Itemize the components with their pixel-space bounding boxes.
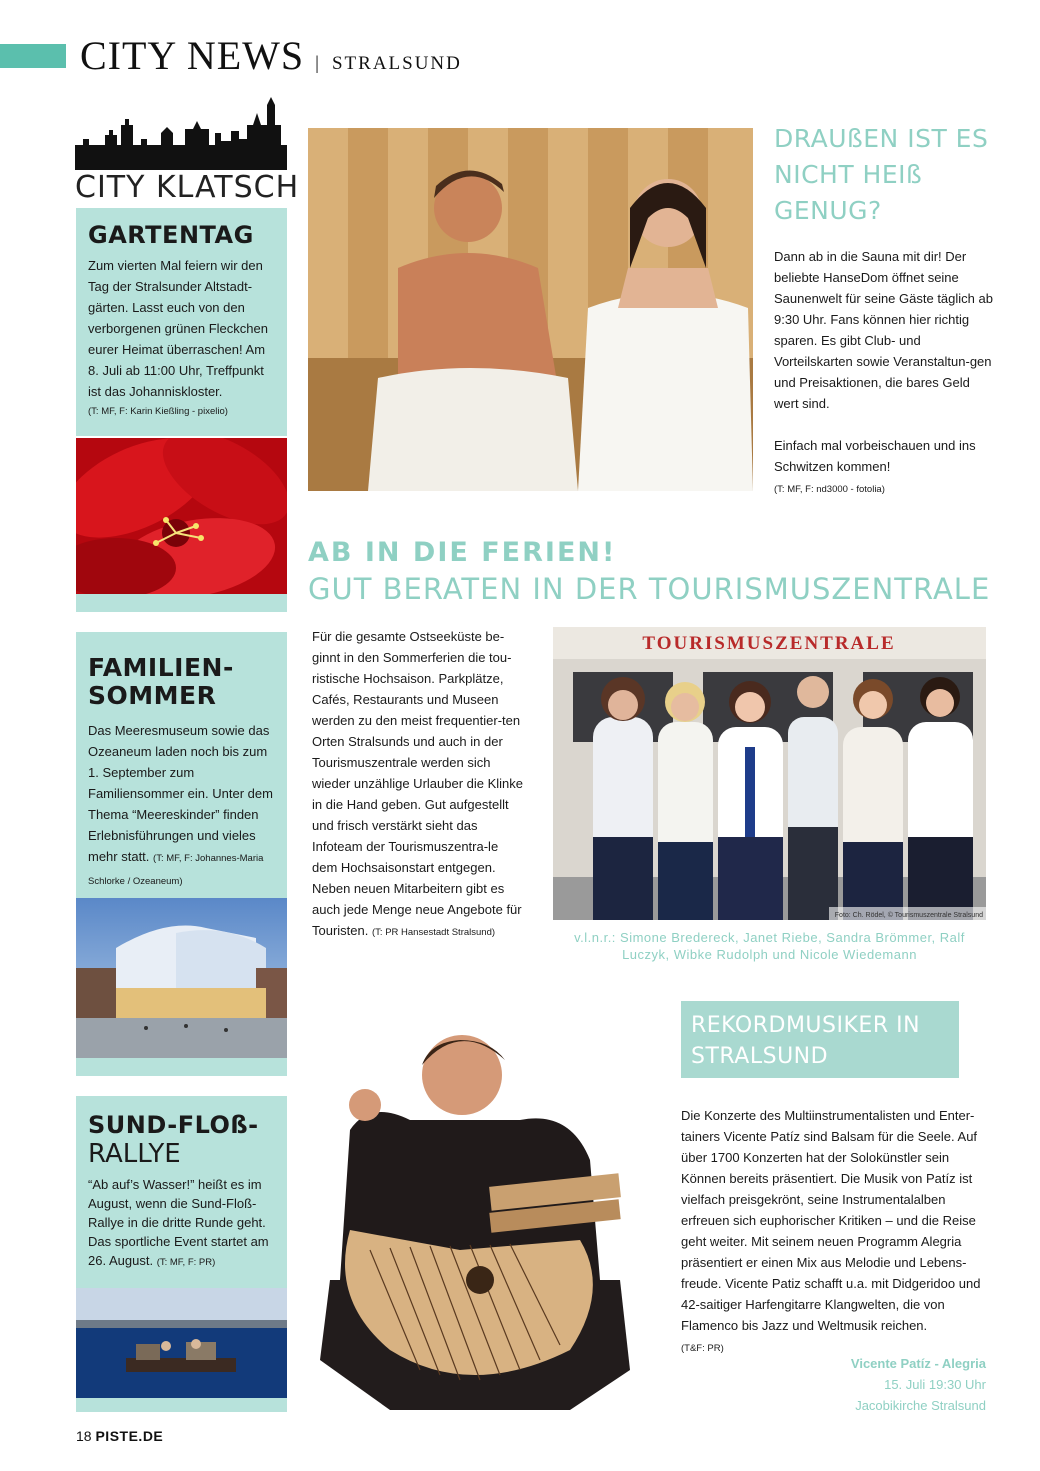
rallye-heading-bold: SUND-FLOß- bbox=[88, 1111, 259, 1139]
header-accent-bar bbox=[0, 44, 66, 68]
ozeaneum-photo bbox=[76, 898, 287, 1058]
tourismuszentrale-sign: TOURISMUSZENTRALE bbox=[642, 633, 896, 654]
rallye-text: “Ab auf’s Wasser!” heißt es im August, wenn die Sund-Floß-Rallye in die dritte Runde geht. Das sportliche Event startet am 26. August. bbox=[88, 1177, 269, 1268]
raft-photo-strip bbox=[76, 1398, 287, 1412]
musician-photo bbox=[310, 1020, 650, 1420]
gartentag-text: Zum vierten Mal feiern wir den Tag der Stralsunder Altstadt-gärten. Lasst euch von den verborgenen grünen Fleckchen eurer Heimat überraschen! Am 8. Juli ab 11:00 Uhr, Treffpunkt ist das Johanniskloster. bbox=[88, 258, 268, 399]
rallye-credit: (T: MF, F: PR) bbox=[156, 1257, 216, 1268]
event-venue: Jacobikirche Stralsund bbox=[855, 1398, 986, 1413]
rekord-body bbox=[681, 1105, 989, 1359]
sauna-photo bbox=[308, 128, 753, 491]
page-footer bbox=[76, 1428, 163, 1444]
footer-brand: PISTE.DE bbox=[95, 1428, 164, 1444]
ferien-credit: (T: PR Hansestadt Stralsund) bbox=[372, 927, 496, 938]
rekord-credit: (T&F: PR) bbox=[681, 1343, 724, 1354]
tourismuszentrale-photo bbox=[553, 627, 986, 920]
sauna-heading-line3: GENUG? bbox=[774, 196, 882, 225]
rekord-text: Die Konzerte des Multiinstrumentalisten und Enter-tainers Vicente Patíz sind Balsam für die Seele. Auf über 1700 Konzerten hat der Solokünstler sein Können bereits präsentiert. Die Musik von Patíz ist vielfach preisgekrönt, seine Instrumentalalben erfreuen sich euphorischer Kritiken – und die Reise geht weiter. Mit seinem neuen Programm Alegria präsentiert er einen Mix aus Melodie und Lebens-freude. Vicente Patiz schafft u.a. mit Didgeridoo und 42-saitiger Harfengitarre Klangwelten, die von Flamenco bis Jazz und Weltmusik reichen. bbox=[681, 1108, 981, 1333]
caption-line-2: Luczyk, Wibke Rudolph und Nicole Wiedemann bbox=[622, 947, 917, 962]
familiensommer-box bbox=[76, 632, 287, 898]
sauna-body bbox=[774, 246, 994, 500]
rekord-event bbox=[851, 1353, 986, 1416]
familiensommer-text: Das Meeresmuseum sowie das Ozeaneum laden noch bis zum 1. September zum Familiensommer ein. Unter dem Thema “Meereskinder” finden Erlebnisführungen und vieles mehr statt. bbox=[88, 723, 273, 864]
sauna-paragraph-2: Einfach mal vorbeischauen und ins Schwitzen kommen! bbox=[774, 438, 976, 474]
rallye-box bbox=[76, 1096, 287, 1288]
page-number: 18 bbox=[76, 1428, 92, 1444]
sauna-heading bbox=[774, 121, 1014, 229]
section-title-city-klatsch: CITY KLATSCH bbox=[75, 170, 300, 205]
ozeaneum-photo-strip bbox=[76, 1058, 287, 1076]
familiensommer-credit: (T: MF, F: Johannes-Maria Schlorke / Ozeaneum) bbox=[88, 853, 264, 887]
tourismuszentrale-caption bbox=[553, 929, 986, 963]
rekord-heading-line2: STRALSUND bbox=[691, 1044, 829, 1069]
ferien-heading bbox=[308, 536, 990, 608]
rekord-heading-box bbox=[681, 1001, 959, 1078]
gartentag-box bbox=[76, 208, 287, 436]
amaryllis-photo-strip bbox=[76, 594, 287, 612]
event-title: Vicente Patíz - Alegria bbox=[850, 1356, 986, 1371]
tourismuszentrale-photo-credit: Foto: Ch. Rödel, © Tourismuszentrale Stralsund bbox=[834, 912, 983, 919]
event-date: 15. Juli 19:30 Uhr bbox=[884, 1377, 986, 1392]
sauna-credit: (T: MF, F: nd3000 - fotolia) bbox=[774, 484, 885, 495]
sauna-paragraph-1: Dann ab in die Sauna mit dir! Der beliebte HanseDom öffnet seine Saunenwelt für seine Gäste täglich ab 9:30 Uhr. Fans können hier richtig sparen. Es gibt Club- und Vorteilskarten sowie Veranstaltun-gen und Preisaktionen, die bares Geld wert sind. bbox=[774, 249, 993, 411]
ferien-heading-bold: AB IN DIE FERIEN! bbox=[308, 537, 617, 568]
ferien-text: Für die gesamte Ostseeküste be-ginnt in den Sommerferien die tou-ristische Hochsaison. Parkplätze, Cafés, Restaurants und Museen werden zu den meist frequentier-ten Orten Stralsunds und auch in der Tourismuszentrale werden sich wieder unzählige Urlauber die Klinke in die Hand geben. Gut aufgestellt und frisch verstärkt sieht das Infoteam der Tourismuszentra-le dem Hochsaisonstart entgegen. Neben neuen Mitarbeitern gibt es auch jede Menge neue Angebote für Touristen. bbox=[312, 629, 524, 938]
rekord-heading-line1: REKORDMUSIKER IN bbox=[691, 1013, 921, 1038]
caption-line-1: v.l.n.r.: Simone Bredereck, Janet Riebe, Sandra Brömmer, Ralf bbox=[574, 930, 965, 945]
page-header bbox=[80, 32, 462, 79]
header-separator: | bbox=[315, 53, 321, 74]
header-subtitle: STRALSUND bbox=[331, 53, 462, 74]
ferien-heading-light: GUT BERATEN IN DER TOURISMUSZENTRALE bbox=[308, 572, 991, 606]
gartentag-heading: GARTENTAG bbox=[88, 221, 254, 249]
familiensommer-heading-line1: FAMILIEN- bbox=[88, 653, 234, 682]
sauna-heading-line2: NICHT HEIß bbox=[774, 160, 923, 189]
ferien-body bbox=[312, 626, 524, 943]
raft-photo bbox=[76, 1288, 287, 1398]
familiensommer-heading-line2: SOMMER bbox=[88, 681, 217, 710]
gartentag-credit: (T: MF, F: Karin Kießling - pixelio) bbox=[88, 406, 228, 417]
city-skyline-icon bbox=[75, 95, 287, 170]
rallye-heading-light: RALLYE bbox=[88, 1139, 181, 1169]
sauna-heading-line1: DRAUßEN IST ES bbox=[774, 124, 989, 153]
header-title: CITY NEWS bbox=[80, 33, 305, 78]
amaryllis-photo bbox=[76, 438, 287, 594]
